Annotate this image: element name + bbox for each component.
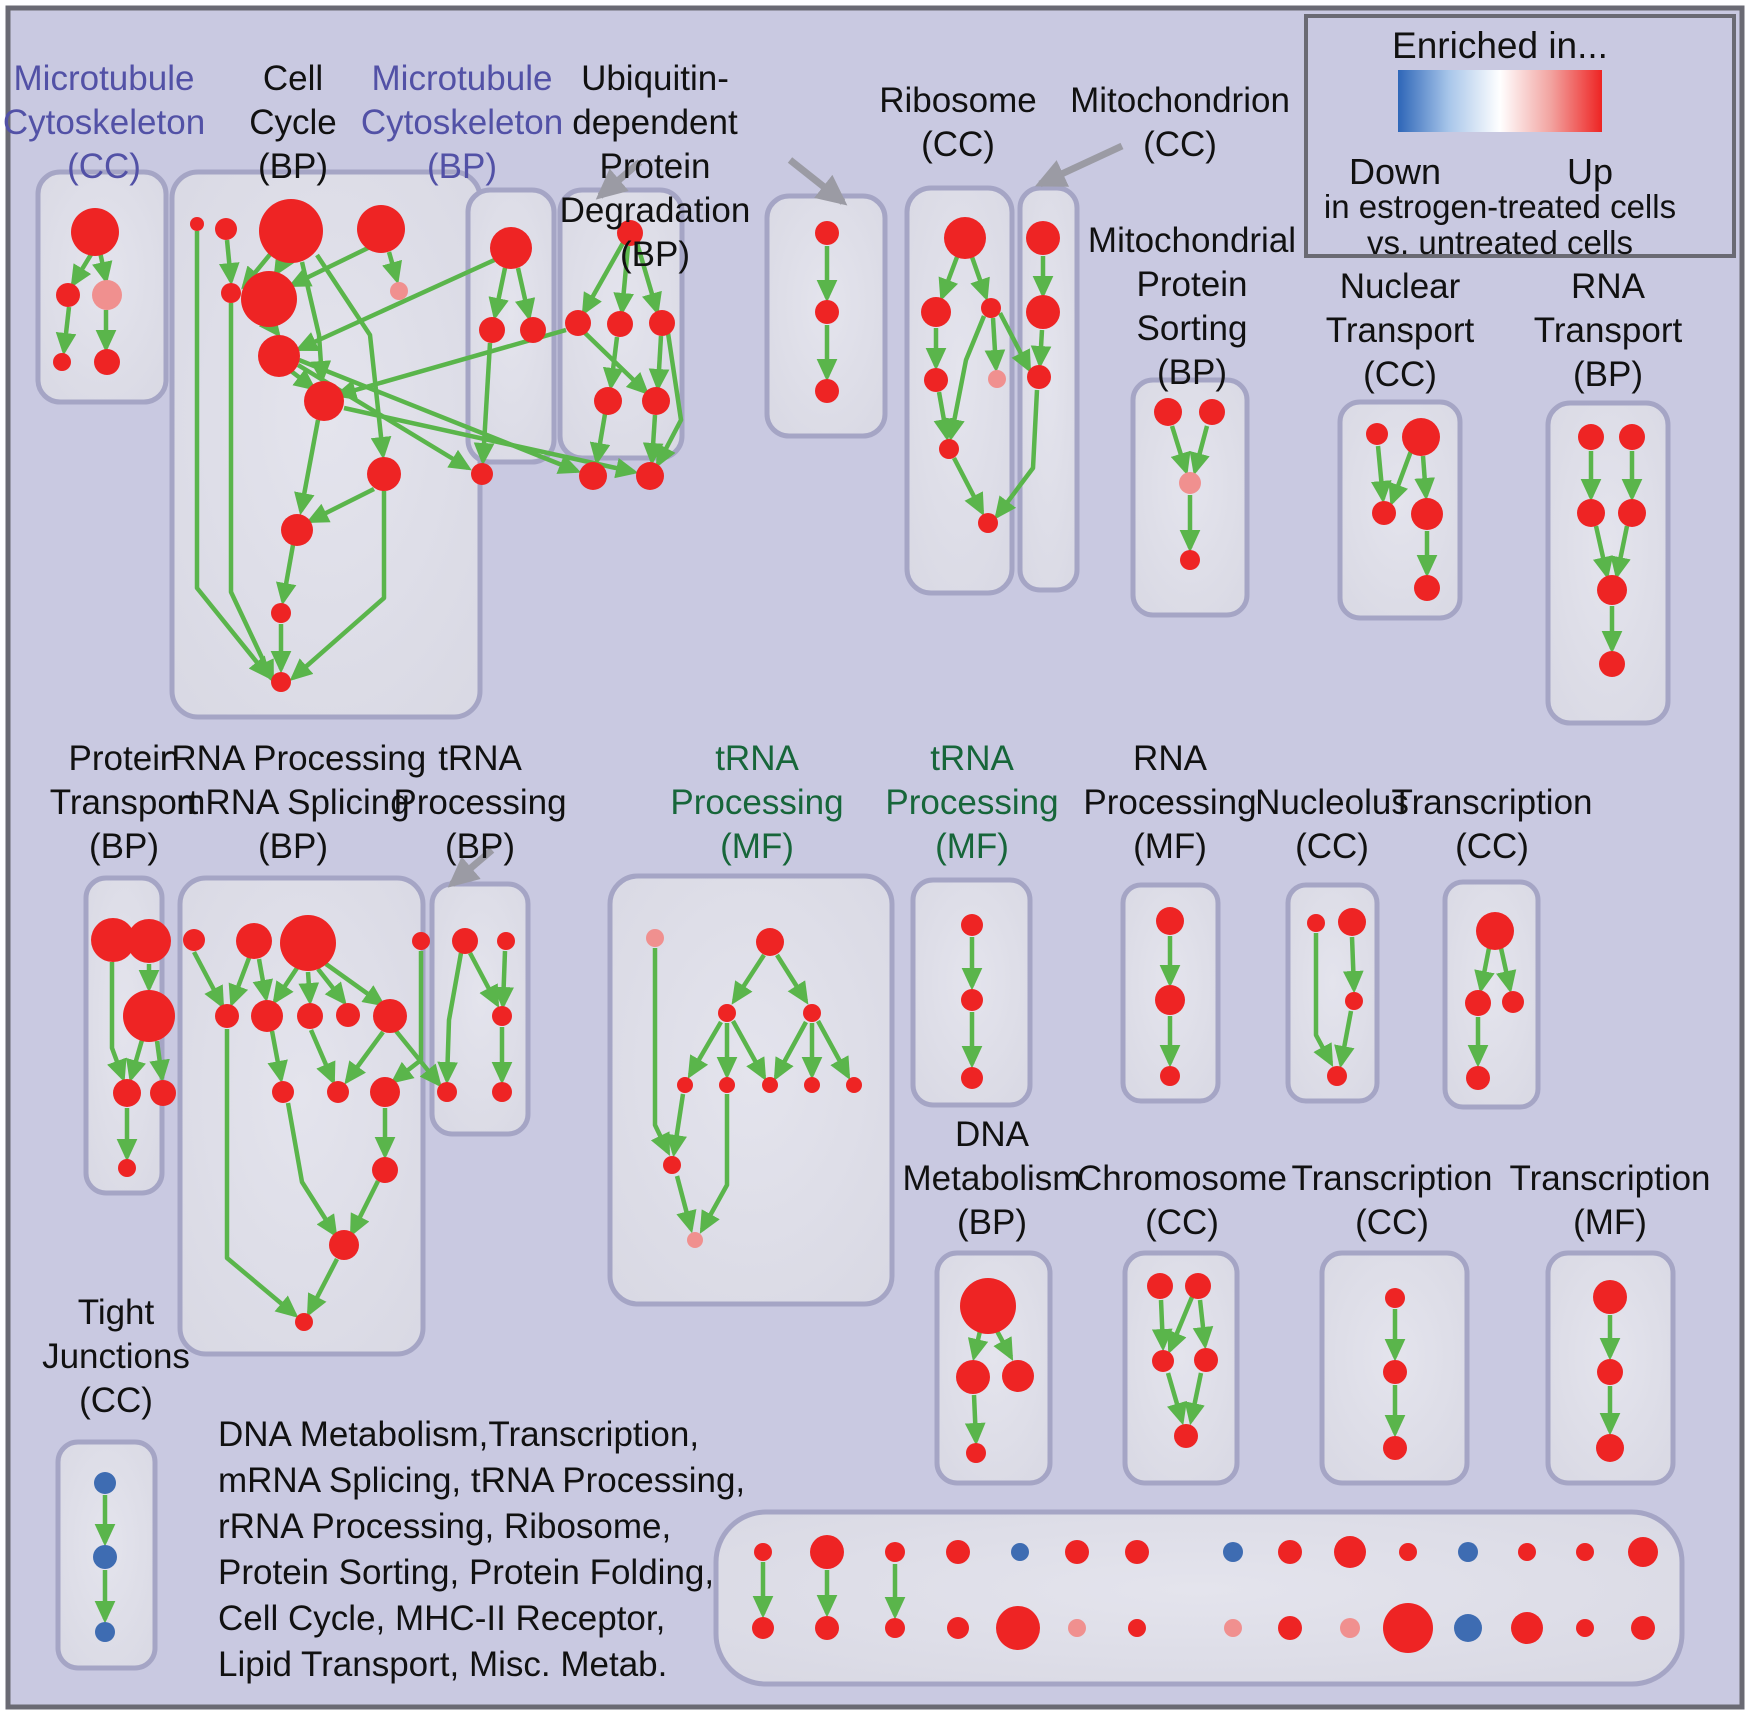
- cluster-label-line: (CC): [1295, 827, 1369, 866]
- cluster-label-line: Microtubule: [13, 59, 195, 98]
- cluster-label-line: (BP): [258, 827, 328, 866]
- cluster-label-line: Processing: [885, 783, 1059, 822]
- go-term-node-mito-protein-sorting: [1179, 472, 1201, 494]
- go-term-node-transcription-mf: [1596, 1434, 1624, 1462]
- go-term-node-trna-mf-2: [961, 989, 983, 1011]
- go-term-node-trna-bp: [437, 1082, 457, 1102]
- go-term-node-rrna-mrna: [336, 1003, 360, 1027]
- go-term-node-rrna-mrna: [372, 1157, 398, 1183]
- cluster-label-line: tRNA: [438, 739, 522, 778]
- go-term-node-shared-terms-bottom: [996, 1606, 1040, 1650]
- cluster-label-line: Cytoskeleton: [360, 103, 564, 142]
- cluster-label-line: Processing: [393, 783, 567, 822]
- go-term-node-shared-terms-bottom: [752, 1617, 774, 1639]
- go-term-node-trna-mf-1: [803, 1004, 821, 1022]
- go-term-node-rrna-mrna: [327, 1081, 349, 1103]
- go-term-node-rrna-mrna: [183, 929, 205, 951]
- go-term-node-chromosome: [1152, 1350, 1174, 1372]
- go-term-node-shared-terms-top: [810, 1535, 844, 1569]
- cluster-label-line: Chromosome: [1076, 1159, 1288, 1198]
- go-term-node-rna-transport: [1597, 575, 1627, 605]
- go-term-node-rna-processing-mf: [1155, 985, 1185, 1015]
- go-term-node-rna-processing-mf: [1156, 907, 1184, 935]
- go-term-node-cell-cycle: [390, 282, 408, 300]
- cluster-label-line: (BP): [620, 235, 690, 274]
- go-term-node-mt-cc: [92, 280, 122, 310]
- go-term-node-transcription-mf: [1597, 1359, 1623, 1385]
- cluster-box-cell-cycle: [172, 172, 480, 717]
- cluster-label-line: Microtubule: [371, 59, 553, 98]
- go-term-node-cell-cycle: [190, 217, 204, 231]
- go-term-node-ribosome: [924, 368, 948, 392]
- go-term-node-ribosome: [981, 298, 1001, 318]
- go-term-node-rrna-mrna: [251, 1000, 283, 1032]
- go-term-node-mitochondrion: [1026, 221, 1060, 255]
- go-term-node-cell-cycle: [304, 381, 344, 421]
- cluster-label-line: (BP): [1157, 353, 1227, 392]
- note-block-line: Protein Sorting, Protein Folding,: [218, 1553, 715, 1592]
- go-term-node-ribosome: [939, 439, 959, 459]
- go-term-node-trna-mf-1: [718, 1004, 736, 1022]
- go-term-node-mt-cc: [94, 349, 120, 375]
- go-term-node-cell-cycle: [271, 603, 291, 623]
- cluster-label-line: Protein: [599, 147, 711, 186]
- go-term-node-ribosome: [978, 513, 998, 533]
- go-term-node-shared-terms-top: [754, 1543, 772, 1561]
- cluster-label-line: (BP): [89, 827, 159, 866]
- go-term-node-shared-terms-bottom: [1631, 1616, 1655, 1640]
- cluster-label-line: Tight: [77, 1293, 155, 1332]
- go-term-node-transcription-cc-1: [1502, 991, 1524, 1013]
- cluster-label-line: Transcription: [1509, 1159, 1711, 1198]
- go-term-node-cell-cycle: [367, 457, 401, 491]
- legend-gradient-bar: [1398, 70, 1602, 132]
- note-block-line: DNA Metabolism,Transcription,: [218, 1415, 700, 1454]
- go-term-node-shared-terms-bottom: [1383, 1603, 1433, 1653]
- note-block-line: Lipid Transport, Misc. Metab.: [218, 1645, 668, 1684]
- go-term-node-trna-mf-1: [646, 929, 664, 947]
- go-term-node-transcription-cc-1: [1466, 1066, 1490, 1090]
- go-edge: [658, 336, 661, 387]
- cluster-label-line: (CC): [921, 125, 995, 164]
- go-term-node-ubiq-deg-2: [815, 221, 839, 245]
- go-term-node-mt-cc: [56, 283, 80, 307]
- go-term-node-shared-terms-bottom: [885, 1618, 905, 1638]
- go-term-node-mt-bp: [490, 227, 532, 269]
- go-term-node-shared-terms-top: [1011, 1543, 1029, 1561]
- go-term-node-ubiq-deg-1: [579, 462, 607, 490]
- go-term-node-cell-cycle: [281, 514, 313, 546]
- go-term-node-ubiq-deg-1: [649, 310, 675, 336]
- go-term-node-shared-terms-top: [885, 1542, 905, 1562]
- go-term-node-rna-transport: [1578, 424, 1604, 450]
- go-term-node-shared-terms-top: [1278, 1540, 1302, 1564]
- go-term-node-nucleolus: [1307, 914, 1325, 932]
- go-term-node-shared-terms-top: [1628, 1537, 1658, 1567]
- note-block-line: rRNA Processing, Ribosome,: [218, 1507, 672, 1546]
- go-edge: [974, 1395, 976, 1441]
- go-term-node-trna-bp: [452, 928, 478, 954]
- go-term-node-ubiq-deg-1: [642, 387, 670, 415]
- go-term-node-nucleolus: [1345, 992, 1363, 1010]
- go-term-node-rrna-mrna: [297, 1003, 323, 1029]
- go-term-node-transcription-cc-2: [1383, 1436, 1407, 1460]
- cluster-label-line: (MF): [1573, 1203, 1647, 1242]
- go-term-node-ubiq-deg-1: [636, 462, 664, 490]
- go-term-node-shared-terms-top: [1334, 1536, 1366, 1568]
- cluster-label-line: Processing: [1083, 783, 1257, 822]
- cluster-label-line: RNA: [1133, 739, 1207, 778]
- cluster-label-line: (BP): [258, 147, 328, 186]
- cluster-label-line: (CC): [1455, 827, 1529, 866]
- go-edge: [652, 415, 655, 461]
- go-term-node-nucleolus: [1338, 908, 1366, 936]
- go-term-node-rrna-mrna: [370, 1077, 400, 1107]
- go-term-node-shared-terms-top: [1576, 1543, 1594, 1561]
- cluster-box-chromosome: [1125, 1253, 1237, 1483]
- go-term-node-mt-bp: [520, 317, 546, 343]
- go-term-node-rrna-mrna: [329, 1230, 359, 1260]
- legend-up-label: Up: [1566, 151, 1614, 192]
- go-term-node-shared-terms-top: [1458, 1542, 1478, 1562]
- go-term-node-ubiq-deg-2: [815, 379, 839, 403]
- cluster-label-line: Transport: [49, 783, 199, 822]
- go-term-node-dna-metabolism: [956, 1360, 990, 1394]
- go-term-node-protein-transport: [127, 919, 171, 963]
- cluster-label-line: (CC): [1145, 1203, 1219, 1242]
- go-term-node-shared-terms-bottom: [1224, 1619, 1242, 1637]
- cluster-label-line: DNA: [955, 1115, 1029, 1154]
- go-term-node-transcription-cc-2: [1385, 1288, 1405, 1308]
- cluster-box-shared-terms: [716, 1512, 1682, 1684]
- cluster-label-line: Ribosome: [879, 81, 1037, 120]
- go-term-node-rna-transport: [1599, 651, 1625, 677]
- go-term-node-cell-cycle: [258, 335, 300, 377]
- go-term-node-nuclear-transport: [1372, 501, 1396, 525]
- go-term-node-nuclear-transport: [1411, 498, 1443, 530]
- cluster-label-line: Nuclear: [1339, 267, 1461, 306]
- go-term-node-rna-transport: [1618, 499, 1646, 527]
- go-term-node-rrna-mrna: [272, 1081, 294, 1103]
- go-term-node-trna-mf-1: [687, 1232, 703, 1248]
- go-term-node-ubiq-deg-1: [607, 311, 633, 337]
- go-term-node-shared-terms-bottom: [1128, 1619, 1146, 1637]
- go-term-node-cell-cycle: [357, 205, 405, 253]
- go-term-node-mt-bp: [471, 463, 493, 485]
- go-term-node-nuclear-transport: [1366, 423, 1388, 445]
- go-term-node-shared-terms-bottom: [947, 1617, 969, 1639]
- go-edge: [993, 318, 996, 368]
- go-term-node-trna-bp: [497, 932, 515, 950]
- cluster-label-line: (CC): [79, 1381, 153, 1420]
- go-term-node-shared-terms-bottom: [1511, 1612, 1543, 1644]
- go-term-node-trna-bp: [492, 1082, 512, 1102]
- go-term-node-shared-terms-bottom: [1340, 1618, 1360, 1638]
- cluster-label-line: RNA: [1571, 267, 1645, 306]
- cluster-label-line: Transcription: [1391, 783, 1593, 822]
- go-term-node-mito-protein-sorting: [1154, 398, 1182, 426]
- go-term-node-dna-metabolism: [966, 1443, 986, 1463]
- note-block-line: mRNA Splicing, tRNA Processing,: [218, 1461, 746, 1500]
- go-term-node-shared-terms-bottom: [1068, 1619, 1086, 1637]
- cluster-label-line: Transport: [1325, 311, 1475, 350]
- go-term-node-trna-mf-1: [846, 1077, 862, 1093]
- go-term-node-mito-protein-sorting: [1199, 399, 1225, 425]
- cluster-label-line: Transport: [1533, 311, 1683, 350]
- go-term-node-rna-transport: [1619, 424, 1645, 450]
- go-term-node-rna-processing-mf: [1160, 1066, 1180, 1086]
- go-term-node-trna-bp: [492, 1006, 512, 1026]
- go-term-node-trna-mf-2: [961, 914, 983, 936]
- go-term-node-shared-terms-top: [1125, 1540, 1149, 1564]
- go-term-node-rrna-mrna: [373, 999, 407, 1033]
- go-term-node-cell-cycle: [215, 218, 237, 240]
- go-term-node-cell-cycle: [271, 672, 291, 692]
- cluster-label-line: Mitochondrion: [1070, 81, 1290, 120]
- go-term-node-chromosome: [1194, 1348, 1218, 1372]
- go-term-node-cell-cycle: [221, 283, 241, 303]
- go-term-node-rrna-mrna: [412, 932, 430, 950]
- go-term-node-mito-protein-sorting: [1180, 550, 1200, 570]
- go-term-node-dna-metabolism: [1002, 1360, 1034, 1392]
- go-term-node-chromosome: [1147, 1273, 1173, 1299]
- go-term-node-rrna-mrna: [295, 1313, 313, 1331]
- go-term-node-cell-cycle: [241, 271, 297, 327]
- go-term-node-transcription-cc-1: [1476, 912, 1514, 950]
- go-term-node-mitochondrion: [1027, 365, 1051, 389]
- go-term-node-nuclear-transport: [1414, 575, 1440, 601]
- go-term-node-ubiq-deg-1: [565, 310, 591, 336]
- go-term-node-ubiq-deg-1: [594, 387, 622, 415]
- go-term-node-mt-cc: [71, 208, 119, 256]
- cluster-label-line: (BP): [427, 147, 497, 186]
- go-term-node-mt-bp: [479, 317, 505, 343]
- go-edge: [1352, 937, 1354, 989]
- go-edge: [503, 951, 505, 1005]
- go-term-node-shared-terms-top: [1065, 1540, 1089, 1564]
- go-term-node-shared-terms-bottom: [1576, 1619, 1594, 1637]
- cluster-label-line: (CC): [67, 147, 141, 186]
- go-term-node-rrna-mrna: [280, 915, 336, 971]
- go-edge: [1040, 330, 1042, 364]
- go-term-node-protein-transport: [123, 990, 175, 1042]
- cluster-label-line: Nucleolus: [1255, 783, 1409, 822]
- cluster-label-line: Protein: [68, 739, 180, 778]
- go-term-node-rna-transport: [1577, 499, 1605, 527]
- cluster-label-line: (MF): [720, 827, 794, 866]
- go-term-node-shared-terms-bottom: [1454, 1614, 1482, 1642]
- go-term-node-shared-terms-top: [1399, 1543, 1417, 1561]
- cluster-label-line: mRNA Splicing: [176, 783, 410, 822]
- go-term-node-tight-junctions: [94, 1472, 116, 1494]
- go-term-node-trna-mf-1: [804, 1077, 820, 1093]
- go-term-node-nucleolus: [1327, 1066, 1347, 1086]
- go-term-node-trna-mf-1: [663, 1156, 681, 1174]
- cluster-label-line: Mitochondrial: [1087, 221, 1297, 260]
- cluster-label-line: (CC): [1363, 355, 1437, 394]
- go-term-node-ubiq-deg-2: [815, 300, 839, 324]
- go-term-node-transcription-mf: [1593, 1280, 1627, 1314]
- go-term-node-tight-junctions: [93, 1545, 117, 1569]
- cluster-label-line: Sorting: [1136, 309, 1248, 348]
- go-term-node-chromosome: [1185, 1273, 1211, 1299]
- go-term-node-transcription-cc-2: [1383, 1360, 1407, 1384]
- cluster-label-line: Metabolism: [902, 1159, 1082, 1198]
- go-edge: [1423, 456, 1426, 496]
- legend-caption-line2: vs. untreated cells: [1367, 224, 1633, 261]
- go-term-node-tight-junctions: [95, 1622, 115, 1642]
- go-term-node-ribosome: [921, 297, 951, 327]
- cluster-label-line: tRNA: [930, 739, 1014, 778]
- go-term-node-protein-transport: [113, 1079, 141, 1107]
- cluster-label-line: (CC): [1355, 1203, 1429, 1242]
- legend-caption-line1: in estrogen-treated cells: [1323, 188, 1677, 225]
- cluster-label-line: Transcription: [1291, 1159, 1493, 1198]
- go-edge: [1161, 1300, 1163, 1347]
- cluster-label-line: (BP): [1573, 355, 1643, 394]
- go-term-node-protein-transport: [118, 1159, 136, 1177]
- go-term-node-trna-mf-2: [961, 1067, 983, 1089]
- go-term-node-cell-cycle: [259, 199, 323, 263]
- cluster-label-line: rRNA Processing: [159, 739, 427, 778]
- cluster-label-line: Degradation: [559, 191, 751, 230]
- cluster-label-line: Cytoskeleton: [2, 103, 206, 142]
- cluster-label-line: Processing: [670, 783, 844, 822]
- go-term-node-mitochondrion: [1026, 295, 1060, 329]
- cluster-label-line: (BP): [957, 1203, 1027, 1242]
- go-term-node-chromosome: [1174, 1424, 1198, 1448]
- cluster-label-line: (MF): [1133, 827, 1207, 866]
- legend-title: Enriched in...: [1392, 25, 1608, 66]
- go-edge: [308, 972, 310, 1001]
- go-term-node-trna-mf-1: [719, 1077, 735, 1093]
- go-term-node-shared-terms-top: [1518, 1543, 1536, 1561]
- cluster-label-line: (BP): [445, 827, 515, 866]
- go-term-node-trna-mf-1: [677, 1077, 693, 1093]
- go-term-node-trna-mf-1: [762, 1077, 778, 1093]
- cluster-label-line: Cell: [262, 59, 324, 98]
- cluster-label-line: dependent: [572, 103, 738, 142]
- go-term-node-shared-terms-top: [1223, 1542, 1243, 1562]
- go-term-node-mt-cc: [53, 353, 71, 371]
- go-term-node-trna-mf-1: [756, 928, 784, 956]
- cluster-label-line: Cycle: [249, 103, 337, 142]
- go-term-node-shared-terms-bottom: [1278, 1616, 1302, 1640]
- go-term-node-nuclear-transport: [1402, 418, 1440, 456]
- note-block-line: Cell Cycle, MHC-II Receptor,: [218, 1599, 666, 1638]
- legend-down-label: Down: [1348, 151, 1442, 192]
- cluster-label-line: (CC): [1143, 125, 1217, 164]
- go-term-node-rrna-mrna: [236, 923, 272, 959]
- go-term-node-ribosome: [944, 217, 986, 259]
- go-term-node-shared-terms-bottom: [815, 1616, 839, 1640]
- go-term-node-transcription-cc-1: [1465, 990, 1491, 1016]
- go-term-node-protein-transport: [150, 1080, 176, 1106]
- cluster-label-line: tRNA: [715, 739, 799, 778]
- cluster-label-line: Junctions: [42, 1337, 190, 1376]
- go-term-node-rrna-mrna: [215, 1004, 239, 1028]
- go-term-node-dna-metabolism: [960, 1278, 1016, 1334]
- cluster-label-line: (MF): [935, 827, 1009, 866]
- cluster-label-line: Protein: [1136, 265, 1248, 304]
- cluster-label-line: Ubiquitin-: [581, 59, 729, 98]
- go-term-node-ribosome: [988, 370, 1006, 388]
- go-term-node-shared-terms-top: [946, 1540, 970, 1564]
